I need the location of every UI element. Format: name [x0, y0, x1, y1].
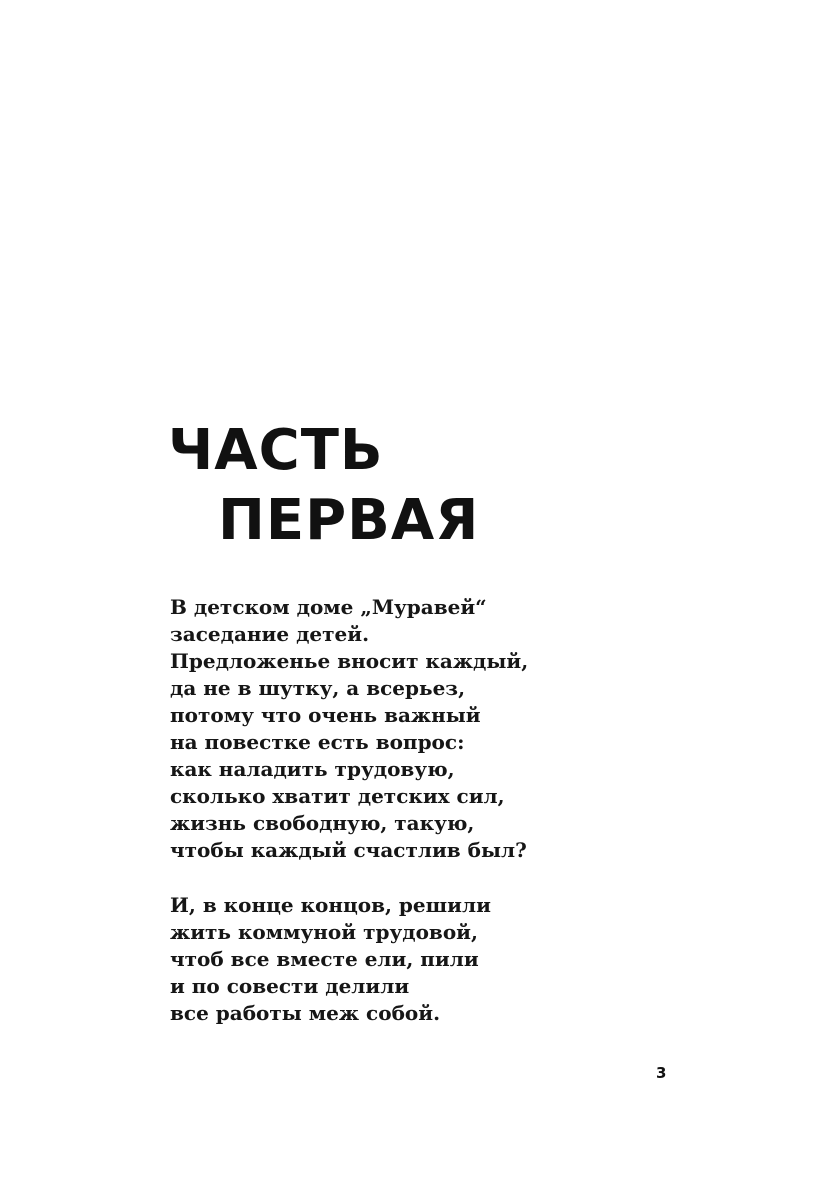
poem-line: И, в конце концов, решили	[170, 893, 491, 917]
poem-line: как наладить трудовую,	[170, 757, 455, 781]
chapter-title	[168, 416, 479, 556]
poem-line: и по совести делили	[170, 974, 410, 998]
chapter-title-line-1: ЧАСТЬ	[168, 418, 384, 483]
stanza	[170, 892, 530, 1027]
poem-line: сколько хватит детских сил,	[170, 784, 505, 808]
poem-line: В детском доме „Муравей“	[170, 595, 487, 619]
poem-line: на повестке есть вопрос:	[170, 730, 465, 754]
chapter-title-line-2: ПЕРВАЯ	[218, 488, 480, 553]
poem-line: Предложенье вносит каждый,	[170, 649, 529, 673]
poem-line: чтоб все вместе ели, пили	[170, 947, 479, 971]
poem	[170, 594, 530, 1027]
poem-line: все работы меж собой.	[170, 1001, 441, 1025]
poem-line: чтобы каждый счастлив был?	[170, 838, 527, 862]
poem-line: заседание детей.	[170, 622, 370, 646]
poem-line: жизнь свободную, такую,	[170, 811, 475, 835]
poem-line: потому что очень важный	[170, 703, 481, 727]
poem-line: да не в шутку, а всерьез,	[170, 676, 466, 700]
poem-line: жить коммуной трудовой,	[170, 920, 478, 944]
stanza	[170, 594, 530, 864]
page-number: 3	[656, 1064, 667, 1082]
